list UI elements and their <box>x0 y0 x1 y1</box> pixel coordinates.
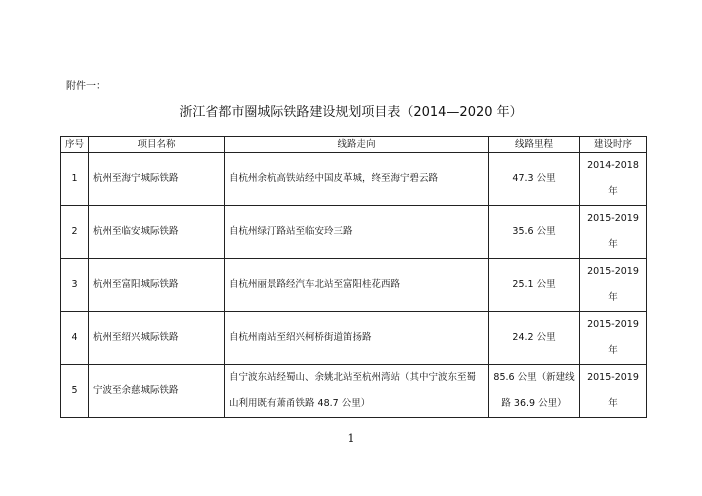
cell-length: 24.2 公里 <box>489 312 580 365</box>
cell-route <box>225 365 489 418</box>
table-header-row <box>61 137 647 153</box>
cell-period-text: 2014-2018 年 <box>587 160 639 197</box>
cell-project-name: 杭州至绍兴城际铁路 <box>89 312 225 365</box>
cell-period <box>580 365 647 418</box>
cell-length-text: 85.6 公里（新建线路 36.9 公里） <box>493 372 575 409</box>
cell-route: 自杭州绿汀路站至临安玲三路 <box>225 206 489 259</box>
cell-period <box>580 206 647 259</box>
header-cell-route: 线路走向 <box>225 137 489 153</box>
cell-no: 3 <box>61 259 89 312</box>
header-cell-no: 序号 <box>61 137 89 153</box>
header-cell-length: 线路里程 <box>489 137 580 153</box>
cell-no: 5 <box>61 365 89 418</box>
cell-no: 4 <box>61 312 89 365</box>
cell-route: 自杭州南站至绍兴柯桥街道笛扬路 <box>225 312 489 365</box>
project-table <box>60 136 647 418</box>
cell-route: 自杭州余杭高铁站经中国皮革城，终至海宁碧云路 <box>225 153 489 206</box>
cell-no: 2 <box>61 206 89 259</box>
table-row <box>61 365 647 418</box>
cell-period <box>580 312 647 365</box>
cell-period-text: 2015-2019 年 <box>587 213 639 250</box>
cell-length: 25.1 公里 <box>489 259 580 312</box>
cell-project-name: 杭州至富阳城际铁路 <box>89 259 225 312</box>
table-row <box>61 312 647 365</box>
cell-length <box>489 365 580 418</box>
cell-project-name: 杭州至临安城际铁路 <box>89 206 225 259</box>
cell-length: 47.3 公里 <box>489 153 580 206</box>
header-cell-name: 项目名称 <box>89 137 225 153</box>
page-number: 1 <box>347 432 355 445</box>
table-row <box>61 206 647 259</box>
cell-period-text: 2015-2019 年 <box>587 266 639 303</box>
cell-route-text: 自宁波东站经蜀山、余姚北站至杭州湾站（其中宁波东至蜀山利用既有萧甬铁路 48.7 公里） <box>229 372 477 409</box>
cell-project-name: 杭州至海宁城际铁路 <box>89 153 225 206</box>
attachment-label: 附件一： <box>66 81 106 92</box>
cell-length: 35.6 公里 <box>489 206 580 259</box>
cell-project-name: 宁波至余慈城际铁路 <box>89 365 225 418</box>
cell-no: 1 <box>61 153 89 206</box>
cell-route: 自杭州丽景路经汽车北站至富阳桂花西路 <box>225 259 489 312</box>
header-cell-period: 建设时序 <box>580 137 647 153</box>
cell-period-text: 2015-2019 年 <box>587 319 639 356</box>
cell-period-text: 2015-2019 年 <box>587 372 639 409</box>
document-title: 浙江省都市圈城际铁路建设规划项目表（2014—2020 年） <box>179 105 523 120</box>
cell-period <box>580 259 647 312</box>
table-row <box>61 153 647 206</box>
cell-period <box>580 153 647 206</box>
table-row <box>61 259 647 312</box>
